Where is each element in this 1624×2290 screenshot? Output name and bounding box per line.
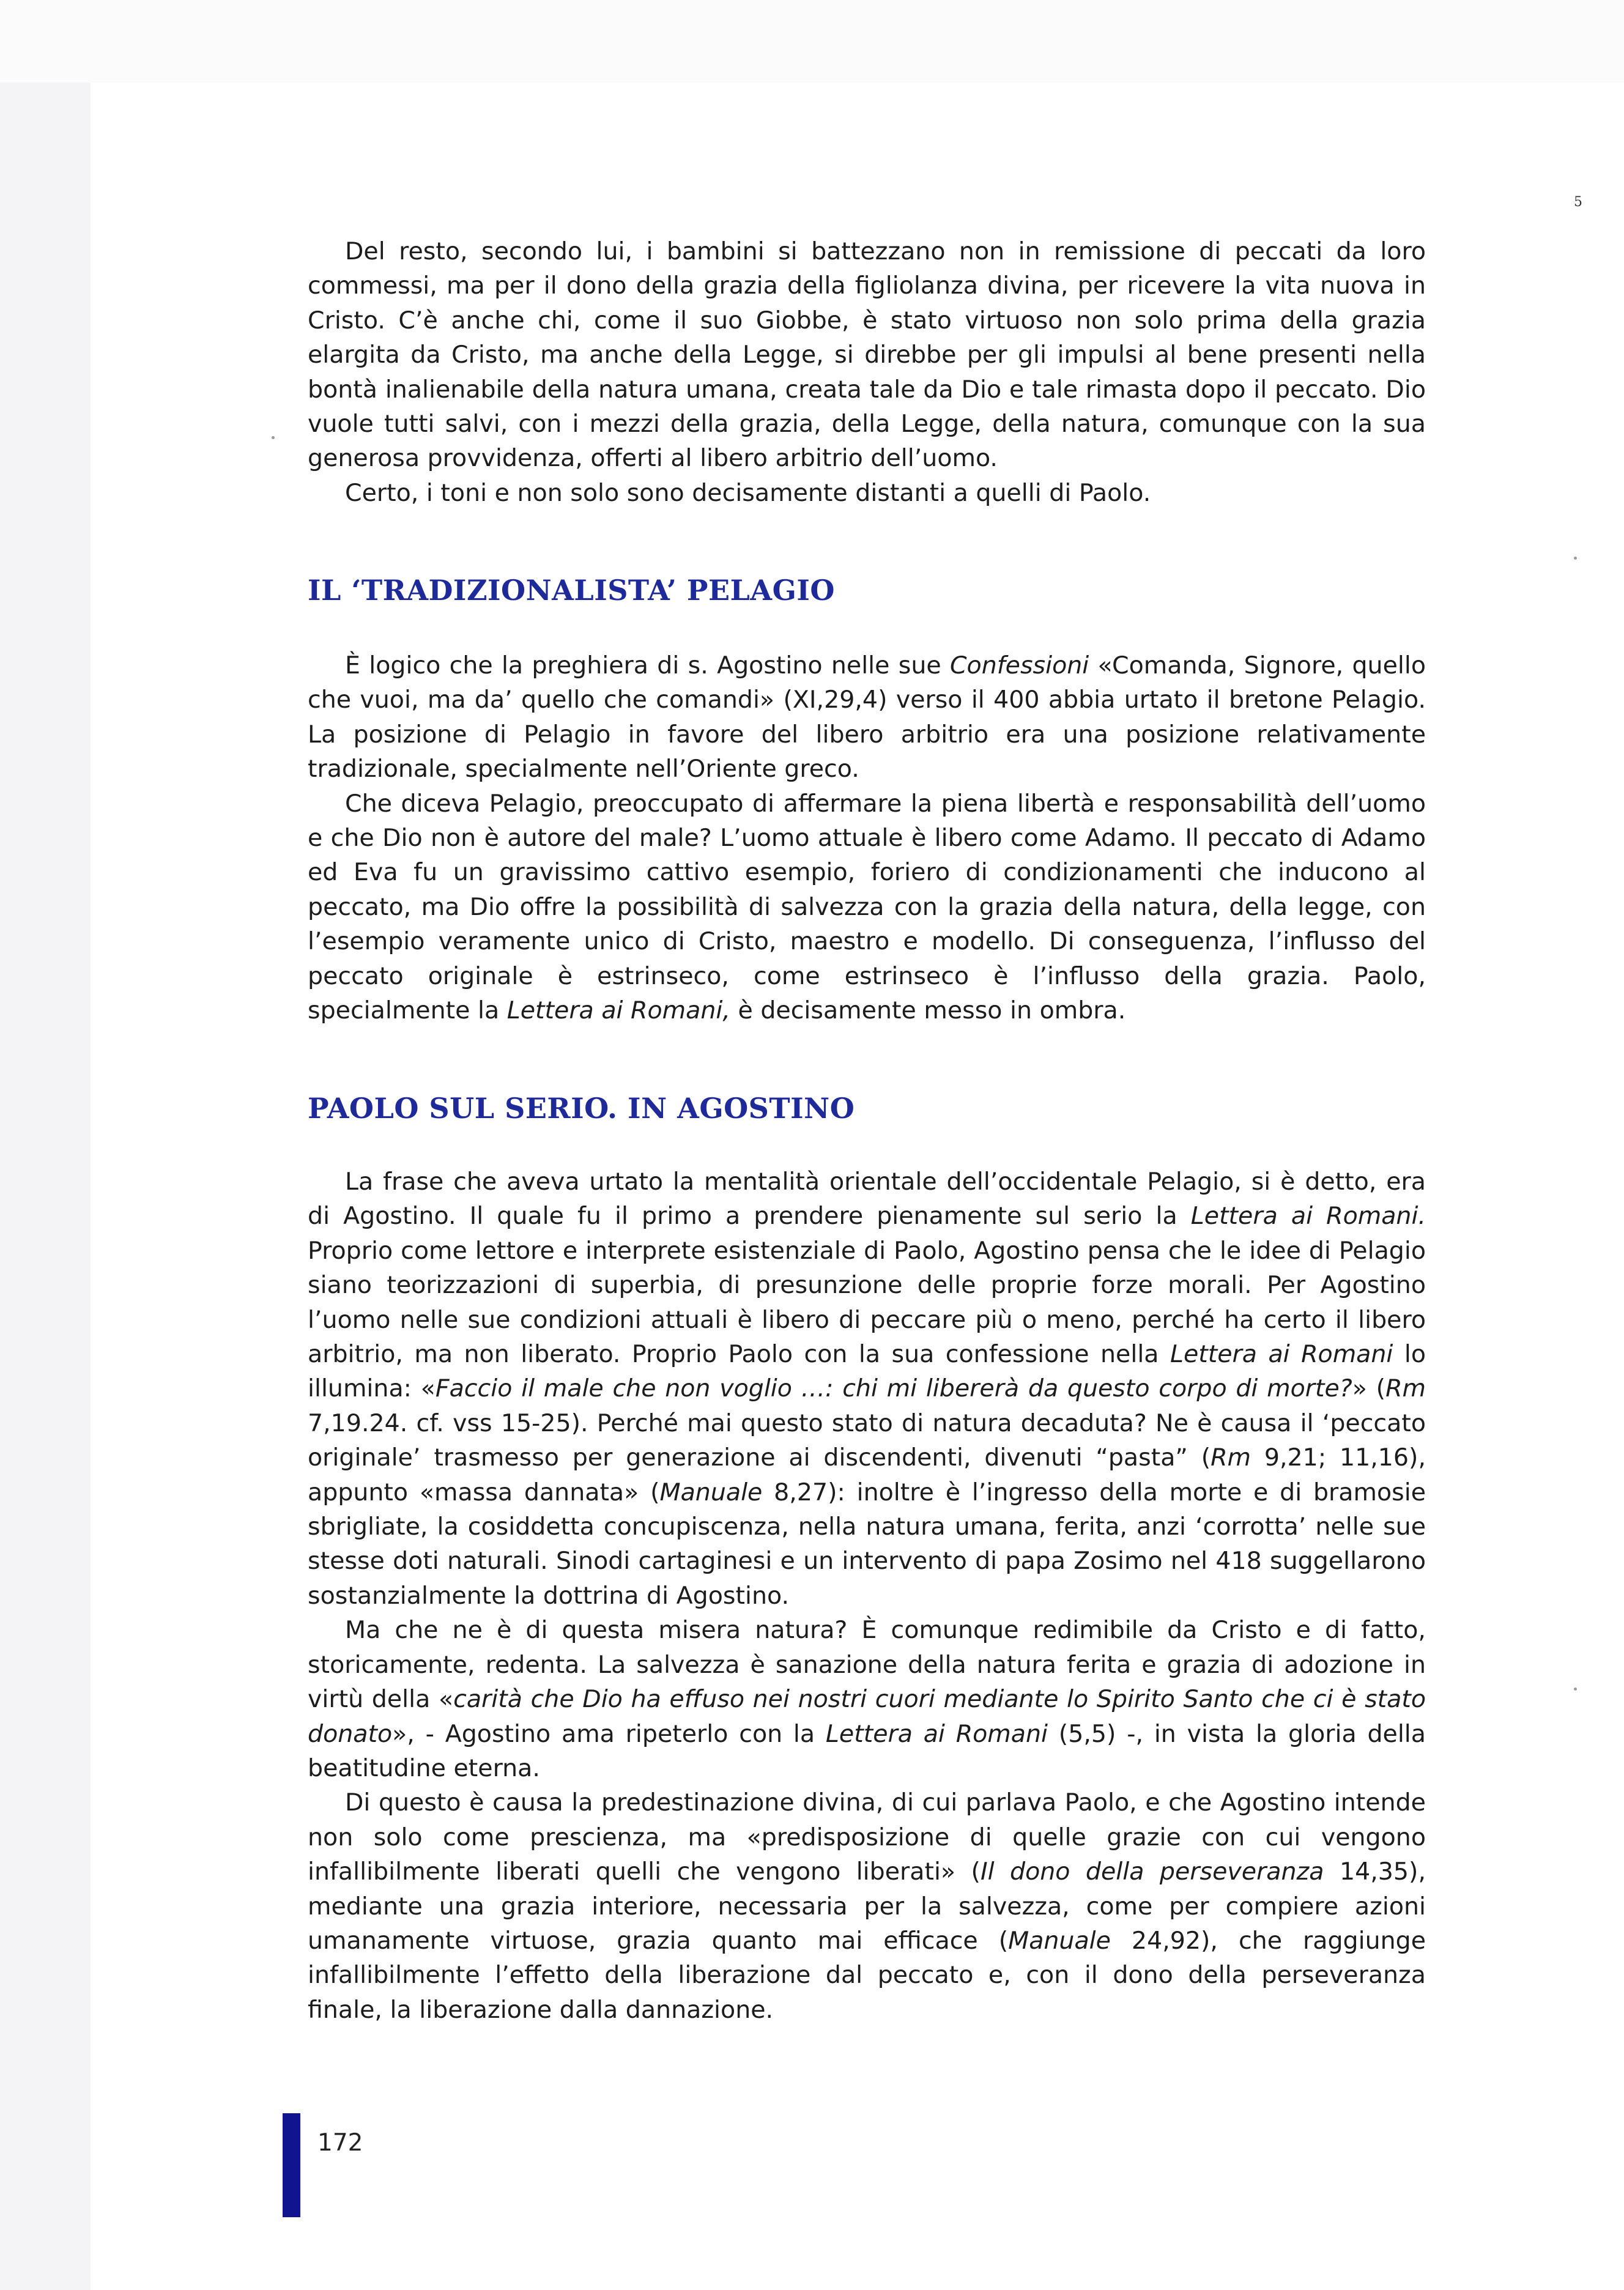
- scan-speck: [1574, 1688, 1577, 1691]
- paragraph: Che diceva Pelagio, preoccupato di affermare la piena libertà e responsabilità dell’uomo e che Dio non è autore del male? L’uomo attuale è libero come Adamo. Il peccato di Adamo ed Eva fu un gravissimo cattivo esempio, foriero di condizionamenti che inducono al peccato, ma Dio offre la possibilità di salvezza con la grazia della natura, della legge, con l’esempio veramente unico di Cristo, maestro e modello. Di conseguenza, l’influsso del peccato originale è estrinseco, come estrinseco è l’influsso della grazia. Paolo, specialmente la Lettera ai Romani, è decisamente messo in ombra.: [308, 789, 1426, 1025]
- page-number: 172: [317, 2129, 363, 2157]
- scan-background: [0, 0, 1624, 83]
- text-block-intro: [308, 234, 1426, 510]
- paragraph: Del resto, secondo lui, i bambini si battezzano non in remissione di peccati da loro commessi, ma per il dono della grazia della figliolanza divina, per ricevere la vita nuova in Cristo. C’è anche chi, come il suo Giobbe, è stato virtuoso non solo prima della grazia elargita da Cristo, ma anche della Legge, si direbbe per gli impulsi al bene presenti nella bontà inalienabile della natura umana, creata tale da Dio e tale rimasta dopo il peccato. Dio vuole tutti salvi, con i mezzi della grazia, della Legge, della natura, comunque con la sua generosa provvidenza, offerti al libero arbitrio dell’uomo.: [308, 237, 1426, 473]
- text-block-pelagio: [308, 648, 1426, 1028]
- paragraph: Certo, i toni e non solo sono decisamente distanti a quelli di Paolo.: [345, 478, 1151, 507]
- paragraph: Di questo è causa la predestinazione divina, di cui parlava Paolo, e che Agostino intende non solo come prescienza, ma «predisposizione di quelle grazie con cui vengono infallibilmente liberati quelli che vengono liberati» (Il dono della perseveranza 14,35), mediante una grazia interiore, necessaria per la salvezza, come per compiere azioni umanamente virtuose, grazia quanto mai efficace (Manuale 24,92), che raggiunge infallibilmente l’effetto della liberazione dal peccato e, con il dono della perseveranza finale, la liberazione dalla dannazione.: [308, 1788, 1426, 2024]
- folio-mark: 5: [1574, 195, 1582, 210]
- section-heading-pelagio: IL ‘TRADIZIONALISTA’ PELAGIO: [308, 574, 835, 607]
- paragraph: La frase che aveva urtato la mentalità orientale dell’occidentale Pelagio, si è detto, era di Agostino. Il quale fu il primo a prendere pienamente sul serio la Lettera ai Romani. Proprio come lettore e interprete esistenziale di Paolo, Agostino pensa che le idee di Pelagio siano teorizzazioni di superbia, di presunzione delle proprie forze morali. Per Agostino l’uomo nelle sue condizioni attuali è libero di peccare più o meno, perché ha certo il libero arbitrio, ma non liberato. Proprio Paolo con la sua confessione nella Lettera ai Romani lo illumina: «Faccio il male che non voglio …: chi mi libererà da questo corpo di morte?» (Rm 7,19.24. cf. vss 15-25). Perché mai questo stato di natura decaduta? Ne è causa il ‘peccato originale’ trasmesso per generazione ai discendenti, divenuti “pasta” (Rm 9,21; 11,16), appunto «massa dannata» (Manuale 8,27): inoltre è l’ingresso della morte e di bramosie sbrigliate, la cosiddetta concupiscenza, nella natura umana, ferita, anzi ‘corrotta’ nelle sue stesse doti naturali. Sinodi cartaginesi e un intervento di papa Zosimo nel 418 suggellarono sostanzialmente la dottrina di Agostino.: [308, 1168, 1426, 1610]
- section-heading-agostino: PAOLO SUL SERIO. IN AGOSTINO: [308, 1092, 855, 1125]
- paragraph: È logico che la preghiera di s. Agostino nelle sue Confessioni «Comanda, Signore, quello che vuoi, ma da’ quello che comandi» (XI,29,4) verso il 400 abbia urtato il bretone Pelagio. La posizione di Pelagio in favore del libero arbitrio era una posizione relativamente tradizionale, specialmente nell’Oriente greco.: [308, 651, 1426, 784]
- page-number-bar: [283, 2113, 300, 2217]
- paragraph: Ma che ne è di questa misera natura? È comunque redimibile da Cristo e di fatto, storicamente, redenta. La salvezza è sanazione della natura ferita e grazia di adozione in virtù della «carità che Dio ha effuso nei nostri cuori mediante lo Spirito Santo che ci è stato donato», - Agostino ama ripeterlo con la Lettera ai Romani (5,5) -, in vista la gloria della beatitudine eterna.: [308, 1616, 1426, 1782]
- scan-speck: [1574, 557, 1577, 560]
- scan-speck: [272, 436, 275, 439]
- text-block-agostino: [308, 1165, 1426, 2027]
